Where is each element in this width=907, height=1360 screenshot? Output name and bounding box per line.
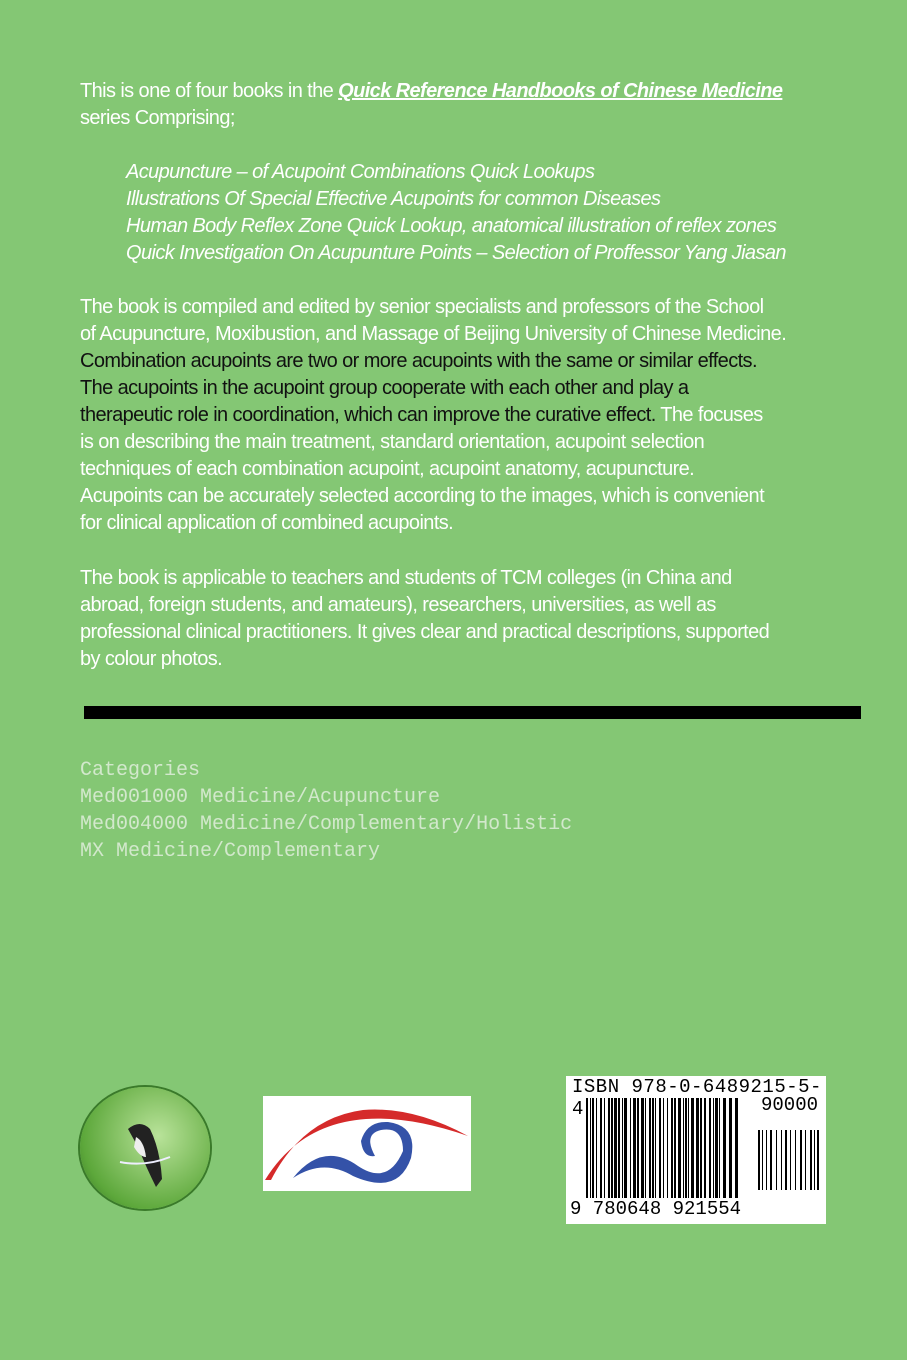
barcode-bar — [637, 1098, 639, 1198]
addon-bar — [762, 1130, 763, 1190]
text-line: abroad, foreign students, and amateurs), researchers, universities, as well as — [80, 594, 716, 616]
intro-text: This is one of four books in the — [80, 80, 339, 102]
addon-bar — [800, 1130, 802, 1190]
barcode-bar — [667, 1098, 668, 1198]
barcode-bar — [645, 1098, 646, 1198]
addon-bar — [781, 1130, 782, 1190]
barcode-bar — [709, 1098, 711, 1198]
series-book: Illustrations Of Special Effective Acupoints for common Diseases — [126, 188, 661, 210]
barcode-bar — [622, 1098, 623, 1198]
text-line: The book is compiled and edited by senior specialists and professors of the School — [80, 296, 764, 318]
barcode-addon: 90000 — [760, 1094, 818, 1116]
addon-bar — [790, 1130, 791, 1190]
series-book: Human Body Reflex Zone Quick Lookup, anatomical illustration of reflex zones — [126, 215, 777, 237]
barcode-bar — [729, 1098, 732, 1198]
category-item: Med001000 Medicine/Acupuncture — [80, 786, 441, 809]
addon-bar — [776, 1130, 777, 1190]
text-line: is on describing the main treatment, standard orientation, acupoint selection — [80, 431, 705, 453]
barcode-bar — [735, 1098, 738, 1208]
text-line: for clinical application of combined acupoints. — [80, 512, 454, 534]
barcode-bar — [652, 1098, 654, 1198]
barcode-bar — [685, 1098, 687, 1198]
addon-bar — [814, 1130, 815, 1190]
barcode-bar — [614, 1098, 617, 1198]
addon-bar — [770, 1130, 772, 1190]
addon-bar — [805, 1130, 806, 1190]
barcode-bar — [586, 1098, 588, 1208]
publisher-logo — [80, 1087, 210, 1209]
barcode-bar — [633, 1098, 636, 1198]
text-line: The book is applicable to teachers and students of TCM colleges (in China and — [80, 567, 732, 589]
text-segment: therapeutic role in coordination, which can improve the curative effect. — [80, 404, 656, 426]
barcode-bar — [611, 1098, 613, 1198]
barcode-bar — [590, 1098, 591, 1198]
swirl-logo-icon — [263, 1096, 471, 1191]
barcode-bar — [663, 1098, 664, 1198]
text-line: The acupoints in the acupoint group cooperate with each other and play a — [80, 377, 689, 399]
isbn-barcode — [566, 1076, 826, 1224]
barcode-bar — [655, 1098, 656, 1198]
barcode-bar — [641, 1098, 644, 1198]
intro-line — [80, 78, 782, 105]
bird-icon — [80, 1087, 210, 1209]
partner-logo — [263, 1096, 471, 1191]
barcode-bar — [715, 1098, 718, 1198]
addon-bar — [817, 1130, 819, 1190]
text-line: Acupoints can be accurately selected according to the images, which is convenient — [80, 485, 765, 507]
category-item: MX Medicine/Complementary — [80, 840, 381, 863]
barcode-bar — [674, 1098, 676, 1198]
barcode-bar — [618, 1098, 620, 1198]
barcode-bar — [596, 1098, 597, 1198]
text-line: techniques of each combination acupoint, acupoint anatomy, acupuncture. — [80, 458, 695, 480]
isbn-label: ISBN 978-0-6489215-5-4 — [572, 1076, 822, 1120]
text-line: Combination acupoints are two or more acupoints with the same or similar effects. — [80, 350, 757, 372]
text-segment: The focuses — [655, 404, 763, 426]
barcode-bar — [592, 1098, 594, 1198]
barcode-bar — [704, 1098, 706, 1198]
series-book: Acupuncture – of Acupoint Combinations Quick Lookups — [126, 161, 595, 183]
ean-number: 9 780648 921554 — [570, 1198, 742, 1220]
barcode-bar — [713, 1098, 714, 1198]
barcode-bar — [696, 1098, 699, 1198]
barcode-bar — [624, 1098, 627, 1198]
barcode-bar — [604, 1098, 605, 1198]
barcode-bar — [691, 1098, 694, 1198]
category-item: Med004000 Medicine/Complementary/Holistic — [80, 813, 573, 836]
barcode-bar — [719, 1098, 720, 1198]
barcode-bar — [688, 1098, 689, 1198]
series-title-link[interactable]: Quick Reference Handbooks of Chinese Medicine — [338, 80, 783, 102]
text-line: professional clinical practitioners. It gives clear and practical descriptions, supported — [80, 621, 770, 643]
barcode-bar — [608, 1098, 610, 1198]
barcode-bar — [723, 1098, 726, 1198]
barcode-bar — [649, 1098, 651, 1198]
text-line: of Acupuncture, Moxibustion, and Massage of Beijing University of Chinese Medicine. — [80, 323, 787, 345]
addon-bar — [785, 1130, 787, 1190]
barcode-bar — [630, 1098, 631, 1198]
text-line: by colour photos. — [80, 648, 223, 670]
barcode-bar — [678, 1098, 681, 1198]
addon-bar — [758, 1130, 760, 1190]
barcode-bar — [683, 1098, 684, 1198]
addon-bar — [766, 1130, 767, 1190]
barcode-bar — [671, 1098, 673, 1198]
barcode-bar — [700, 1098, 702, 1198]
categories-heading: Categories — [80, 759, 201, 782]
divider-bar — [84, 706, 861, 719]
addon-bar — [810, 1130, 812, 1190]
addon-bar — [795, 1130, 796, 1190]
barcode-bar — [659, 1098, 661, 1198]
text-line — [80, 402, 763, 429]
series-book: Quick Investigation On Acupunture Points – Selection of Proffessor Yang Jiasan — [126, 242, 786, 264]
barcode-bar — [600, 1098, 602, 1198]
intro-line-2: series Comprising; — [80, 107, 235, 129]
